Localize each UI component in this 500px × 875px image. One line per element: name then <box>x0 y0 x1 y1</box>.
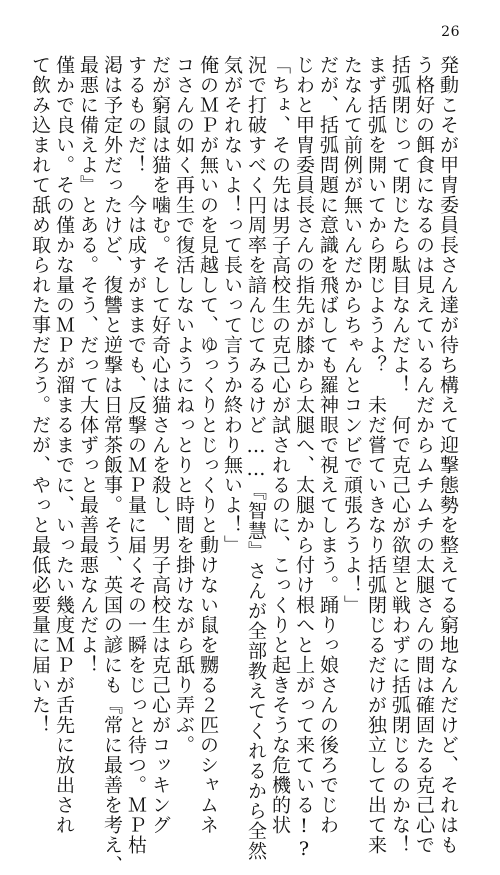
text-line: 僅かで良い。その僅かな量のＭＰが溜まるまでに、いったい幾度ＭＰが舌先に放出され <box>53 55 75 835</box>
text-line: 発動こそが甲冑委員長さん達が待ち構えて迎撃態勢を整えてる窮地なんだけど、それはも <box>437 55 459 855</box>
text-line: て飲み込まれて舐め取られた事だろう。だが、やっと最低必要量に届いた！ <box>29 55 51 735</box>
text-line: だが、括弧問題に意識を飛ばしても羅神眼で視えてしまう。踊りっ娘さんの後ろでじわ <box>317 55 339 835</box>
text-line: まず括弧を開いてから閉じようよ？ 未だ嘗ていきなり括弧閉じるだけが独立して出て来 <box>365 55 387 855</box>
text-line: たなんて前例が無いんだからちゃんとコンビで頑張ろうよ！」 <box>341 55 363 615</box>
text-line: 「ちょ、その先は男子高校生の克己心が試されるのに、こっくりと起きそうな危機的状 <box>269 55 291 835</box>
text-line: 況で打破すべく円周率を諳んじてみるけど……『智慧』さんが全部教えてくれるから全然 <box>245 55 267 861</box>
text-line: するものだ！ 今は成すがままでも、反撃のＭＰ量に届くその一瞬をじっと待つ。ＭＰ枯 <box>125 55 147 855</box>
text-line: 最悪に備えよ』とある。そう、だって大体ずっと最善最悪なんだよ！ <box>77 55 99 675</box>
text-line: だが窮鼠は猫を噛む。そして好奇心は猫さんを殺し、男子高校生は克己心がコッキング <box>149 55 171 835</box>
text-line: じわと甲冑委員長さんの指先が膝から太腿へ、太腿から付け根へと上がって来ている!? <box>293 55 315 861</box>
text-line: 括弧閉じって閉じたら駄目なんだよ！ 何で克己心が欲望と戦わずに括弧閉じるのかな！ <box>389 55 411 855</box>
text-line: コさんの如く再生で復活しないようにねっとりと時間を掛けながら舐り弄ぶ。 <box>173 55 195 755</box>
body-text <box>29 55 460 875</box>
page-number: 26 <box>441 24 460 40</box>
text-line: 俺のＭＰが無いのを見越して、ゆっくりとじっくりと動けない鼠を嬲る２匹のシャムネ <box>197 55 219 835</box>
text-line: 気がそれないよ！って長いって言うか終わり無いよ！」 <box>221 55 243 555</box>
text-line: 渇は予定外だったけど、復讐と逆撃は日常茶飯事。そう、英国の諺にも『常に最善を考え、 <box>101 55 123 875</box>
text-line: う格好の餌食になるのは見えているんだからムチムチの太腿さんの間は確固たる克己心で <box>413 55 435 855</box>
